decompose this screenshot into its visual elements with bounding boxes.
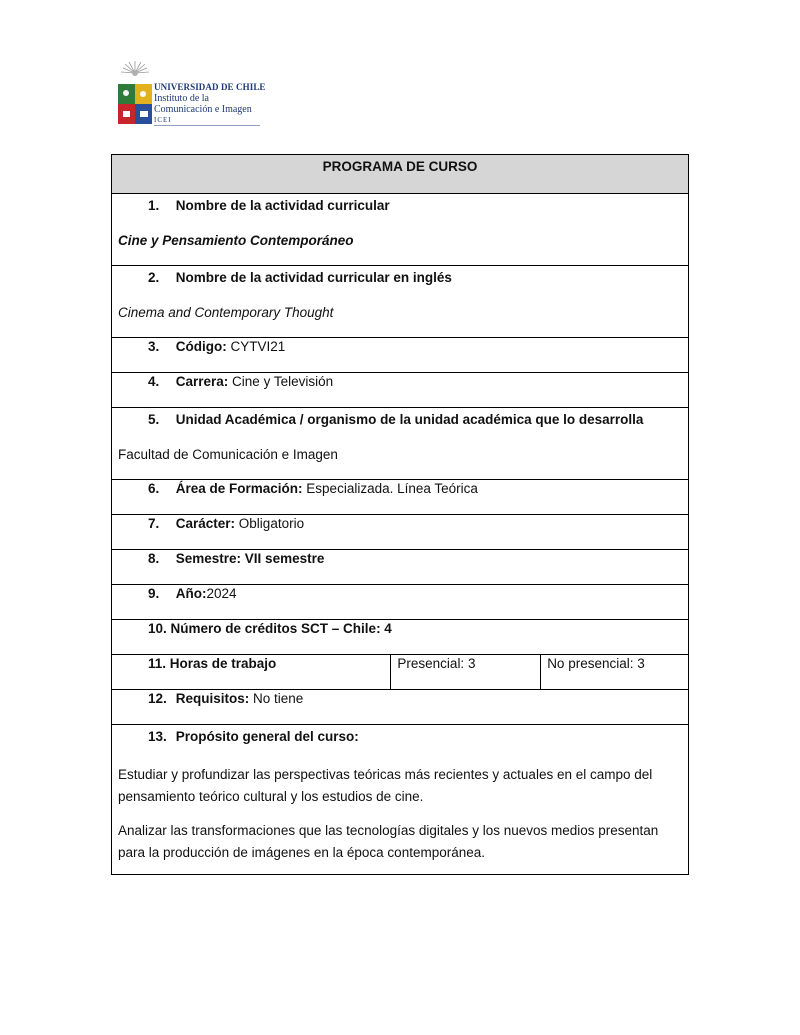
section-8 (112, 550, 689, 585)
university-logo (116, 60, 264, 128)
formation-area: Especializada. Línea Teórica (302, 481, 478, 496)
section-number: 9. (148, 586, 160, 601)
section-4-label: Carrera: (175, 374, 229, 389)
course-program-table (111, 154, 689, 875)
section-9 (112, 585, 689, 620)
section-number: 4. (148, 374, 160, 389)
course-code: CYTVI21 (226, 339, 286, 354)
section-6-label: Área de Formación: (175, 481, 303, 496)
hours-presencial: Presencial: 3 (391, 655, 541, 690)
course-name-english: Cinema and Contemporary Thought (118, 305, 334, 320)
section-1-label: Nombre de la actividad curricular (175, 198, 390, 213)
academic-unit: Facultad de Comunicación e Imagen (118, 447, 338, 462)
section-6 (112, 480, 689, 515)
section-3 (112, 338, 689, 373)
section-13-label: Propósito general del curso: (175, 729, 359, 744)
section-3-label: Código: (175, 339, 227, 354)
section-11-label: 11. Horas de trabajo (148, 656, 277, 671)
career-value: Cine y Televisión (228, 374, 334, 389)
purpose-paragraph-1: Estudiar y profundizar las perspectivas teóricas más recientes y actuales en el campo del pensamiento teórico cultural y los estudios de cine. (118, 767, 653, 804)
section-4 (112, 373, 689, 408)
section-11 (112, 655, 689, 690)
section-number: 12. (148, 691, 167, 706)
section-8-label: Semestre: VII semestre (175, 551, 325, 566)
logo-acronym: ICEI (154, 116, 172, 124)
section-number: 5. (148, 412, 160, 427)
section-number: 3. (148, 339, 160, 354)
section-number: 8. (148, 551, 160, 566)
section-2 (112, 266, 689, 338)
section-number: 7. (148, 516, 160, 531)
hours-no-presencial: No presencial: 3 (541, 655, 689, 690)
course-name: Cine y Pensamiento Contemporáneo (118, 233, 354, 248)
section-number: 6. (148, 481, 160, 496)
section-10 (112, 620, 689, 655)
section-12-label: Requisitos: (175, 691, 250, 706)
section-13 (112, 725, 689, 875)
section-9-label: Año: (175, 586, 207, 601)
section-5-label: Unidad Académica / organismo de la unidad académica que lo desarrolla (175, 412, 644, 427)
section-7-label: Carácter: (175, 516, 236, 531)
requirements-value: No tiene (249, 691, 304, 706)
section-1 (112, 194, 689, 266)
logo-institute-line1: Instituto de la (154, 93, 209, 104)
shield-emblem-icon (118, 84, 152, 124)
section-5 (112, 408, 689, 480)
page-title: PROGRAMA DE CURSO (112, 155, 689, 194)
year-value: 2024 (206, 586, 237, 601)
logo-university: UNIVERSIDAD DE CHILE (154, 82, 266, 92)
section-7 (112, 515, 689, 550)
purpose-paragraph-2: Analizar las transformaciones que las tecnologías digitales y los nuevos medios presentan para la producción de imágenes en la época contemporánea. (118, 823, 659, 860)
section-12 (112, 690, 689, 725)
section-number: 1. (148, 198, 160, 213)
star-emblem-icon (118, 60, 152, 86)
section-2-label: Nombre de la actividad curricular en inglés (175, 270, 452, 285)
logo-institute-line2: Comunicación e Imagen (154, 104, 252, 115)
logo-rule (154, 125, 260, 126)
section-number: 13. (148, 729, 167, 744)
character-value: Obligatorio (235, 516, 305, 531)
section-10-label: 10. Número de créditos SCT – Chile: 4 (148, 621, 392, 636)
section-number: 2. (148, 270, 160, 285)
